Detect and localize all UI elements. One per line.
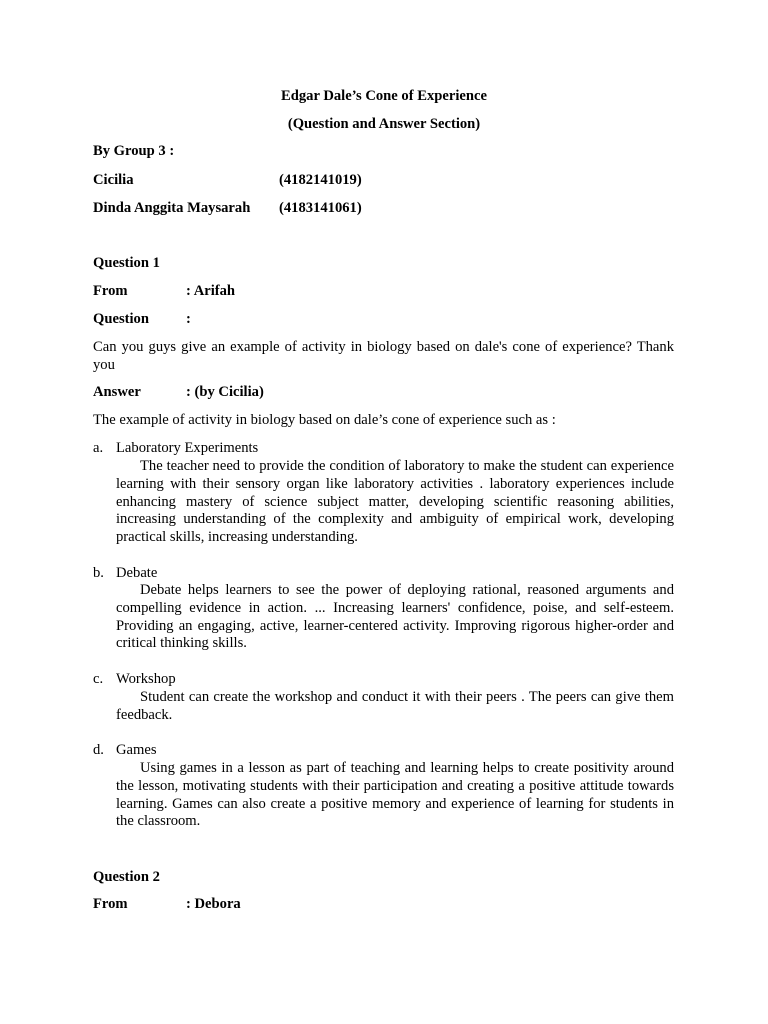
list-item-title: Laboratory Experiments [116, 440, 259, 456]
member-name: Dinda Anggita Maysarah [93, 200, 251, 216]
list-item-title: Workshop [116, 671, 176, 687]
member-id: (4182141019) [279, 172, 362, 188]
from-value: : Arifah [186, 283, 236, 299]
member-name: Cicilia [93, 172, 134, 188]
answer-intro: The example of activity in biology based on dale’s cone of experience such as : [93, 412, 556, 428]
group-label: By Group 3 : [93, 143, 175, 159]
list-item-letter: a. [93, 440, 104, 456]
list-item-text: The teacher need to provide the condition of laboratory to make the student can experience learning with their sensory organ like laboratory activities . laboratory experiences include enhancing mastery of science subject matter, developing scientific reasoning abilities, increasing understanding of the complexity and ambiguity of empirical work, developing practical skills, increasing understanding. [116, 458, 674, 546]
member-id: (4183141061) [279, 200, 362, 216]
answer-value: : (by Cicilia) [186, 384, 264, 400]
list-item-body [116, 458, 674, 547]
list-item-title: Debate [116, 565, 158, 581]
from-value: : Debora [186, 896, 241, 912]
list-item-letter: b. [93, 565, 104, 581]
document-subtitle: (Question and Answer Section) [287, 116, 481, 132]
list-item-body [116, 760, 674, 831]
list-item-letter: d. [93, 742, 104, 758]
from-label: From [93, 283, 128, 299]
question-heading: Question 2 [93, 869, 160, 885]
question-heading: Question 1 [93, 255, 160, 271]
list-item-text: Debate helps learners to see the power of deploying rational, reasoned arguments and compelling evidence in action. ... Increasing learners' confidence, poise, and self-esteem. Providing an engaging, active, learner-centered activity. Improving rigorous higher-order and critical thinking skills. [116, 582, 674, 652]
question-colon: : [186, 311, 191, 327]
list-item-body [116, 582, 674, 653]
from-label: From [93, 896, 128, 912]
answer-label: Answer [93, 384, 141, 400]
list-item-body [116, 689, 674, 725]
list-item-text: Using games in a lesson as part of teaching and learning helps to create positivity around the lesson, motivating students with their participation and creating a positive attitude towards learning. Games can also create a positive memory and experience of learning for students in the classroom. [116, 760, 674, 830]
list-item-text: Student can create the workshop and conduct it with their peers . The peers can give them feedback. [116, 689, 674, 723]
list-item-title: Games [116, 742, 157, 758]
question-text: Can you guys give an example of activity in biology based on dale's cone of experience? Thank you [93, 339, 674, 373]
document-title: Edgar Dale’s Cone of Experience [281, 88, 487, 104]
question-label: Question [93, 311, 149, 327]
list-item-letter: c. [93, 671, 104, 687]
